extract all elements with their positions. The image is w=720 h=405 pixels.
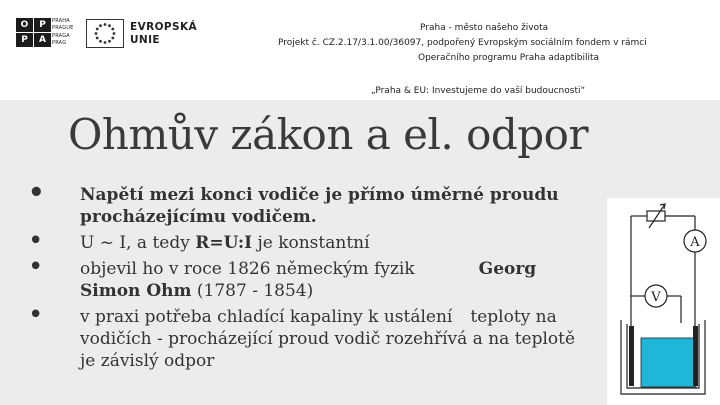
circuit-diagram bbox=[607, 198, 720, 405]
bullet-text: je konstantní bbox=[252, 233, 370, 253]
bullet-text: (1787 - 1854) bbox=[191, 281, 314, 301]
coolant-liquid bbox=[641, 338, 696, 387]
opp-logo-line: PRAGA bbox=[52, 32, 70, 39]
opp-logo-line: PRAGUE bbox=[52, 25, 74, 32]
bullet-text: v praxi potřeba chladící kapaliny k ustálení bbox=[80, 307, 453, 327]
opp-logo-letter: O bbox=[16, 18, 33, 32]
header-programme: Operačního programu Praha adaptibilita bbox=[418, 53, 600, 63]
bullet-text: Napětí mezi konci vodiče je přímo úměrné proudu procházejícímu vodičem. bbox=[80, 185, 559, 227]
eu-flag-icon bbox=[86, 19, 124, 48]
header-motto: „Praha & EU: Investujeme do vaší budoucnosti“ bbox=[371, 86, 586, 96]
bullet-text: teploty na vodičích - procházející proud vodič rozehřívá a na teplotě je závislý odpor bbox=[80, 307, 576, 371]
bullet-text: objevil ho v roce 1826 německým fyzik bbox=[80, 259, 415, 279]
opp-logo-letter: P bbox=[34, 18, 51, 32]
opp-logo-line: PRAG bbox=[52, 40, 67, 47]
header-slogan: Praha - město našeho života bbox=[420, 23, 549, 33]
bullet-text: U ~ I, a tedy bbox=[80, 233, 196, 253]
bullet-item bbox=[28, 258, 588, 302]
voltmeter-label: V bbox=[651, 290, 661, 305]
bullet-list bbox=[28, 184, 588, 376]
opp-logo-letter: A bbox=[34, 33, 51, 47]
eu-label-line: UNIE bbox=[130, 34, 160, 46]
formula-text: R=U:I bbox=[195, 233, 253, 253]
scientist-name: Georg Simon Ohm bbox=[80, 259, 537, 301]
ammeter-label: A bbox=[690, 235, 700, 250]
bullet-item bbox=[28, 184, 588, 228]
slide-title: Ohmův zákon a el. odpor bbox=[68, 110, 589, 159]
opp-logo-city-names bbox=[52, 18, 78, 48]
opp-logo-letter: P bbox=[16, 33, 33, 47]
header-banner bbox=[0, 0, 720, 100]
bullet-item bbox=[28, 306, 588, 372]
opp-logo-line: PRAHA bbox=[52, 18, 70, 24]
opp-praha-logo bbox=[16, 18, 78, 48]
header-project-number: Projekt č. CZ.2.17/3.1.00/36097, podpořený Evropským sociálním fondem v rámci bbox=[278, 38, 647, 48]
bullet-item bbox=[28, 232, 588, 254]
eu-label bbox=[130, 21, 197, 47]
eu-label-line: EVROPSKÁ bbox=[130, 21, 198, 33]
